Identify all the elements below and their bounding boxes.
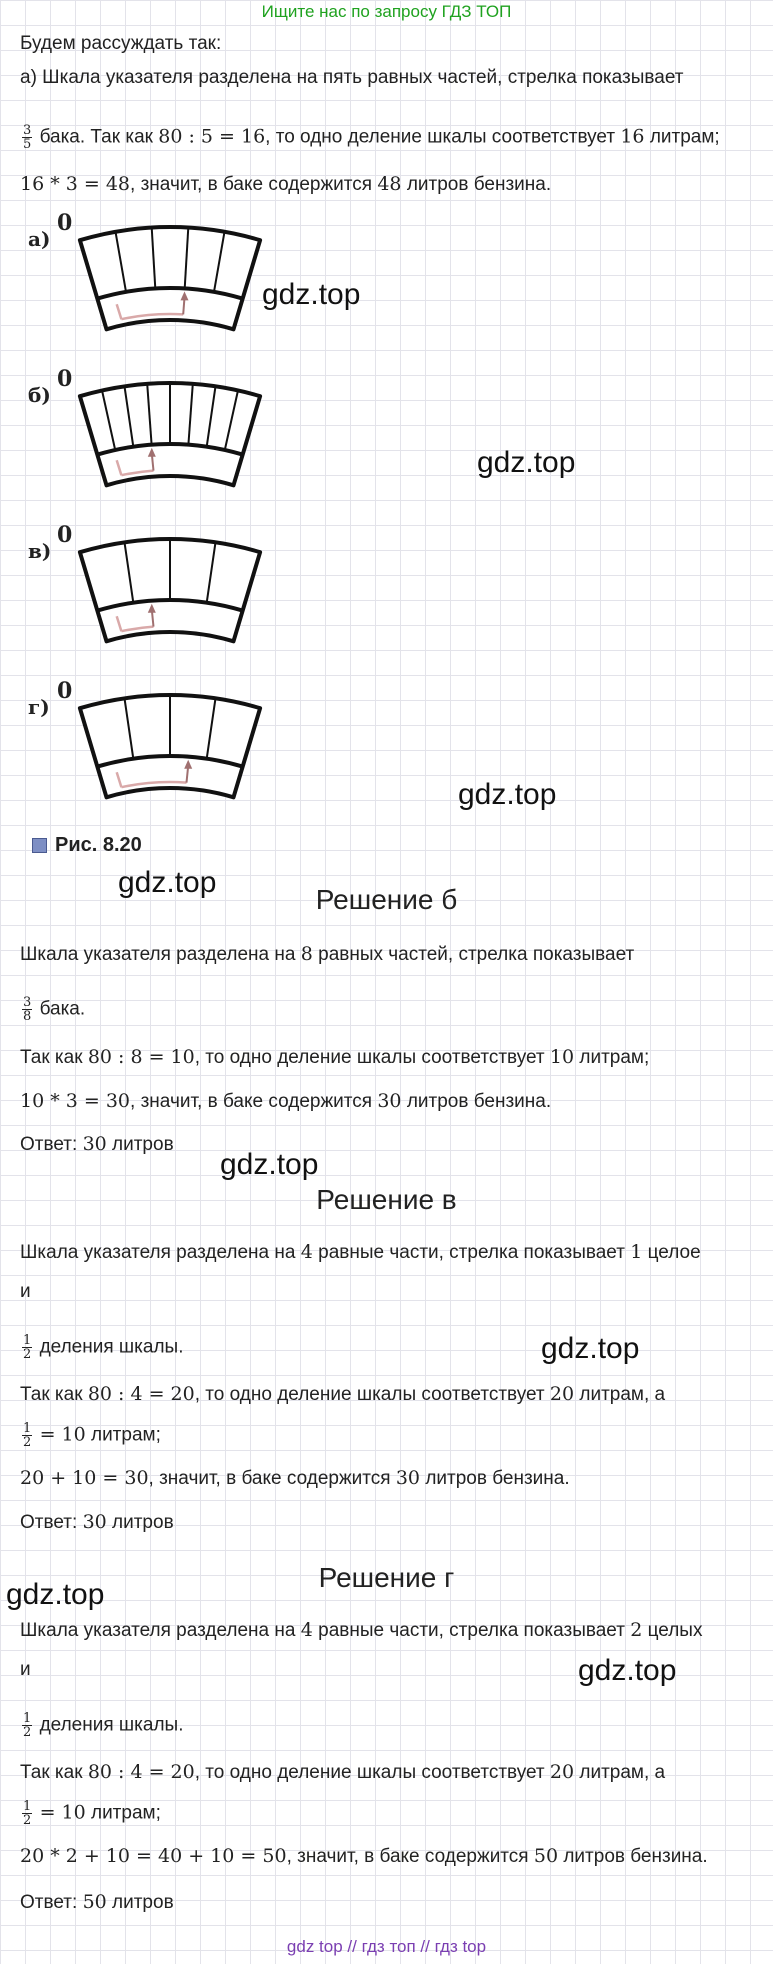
solution-b-heading: Решение б	[315, 884, 458, 915]
intro-line-1: Будем рассуждать так:	[20, 33, 222, 54]
fraction: $\frac{3}{8}$	[23, 995, 32, 1024]
solution-v-line-2: и	[20, 1281, 31, 1302]
gauge-zero-b: 0	[57, 366, 73, 392]
fraction: $\frac{1}{2}$	[23, 1333, 32, 1362]
solution-v-line-3: $\frac{1}{2}$ деления шкалы.	[23, 1333, 184, 1362]
watermark: gdz.top	[458, 778, 557, 811]
fraction: $\frac{3}{5}$	[23, 123, 32, 152]
top-banner[interactable]: Ищите нас по запросу ГДЗ ТОП	[261, 2, 512, 21]
solution-g-line-6: 20 * 2 + 10 = 40 + 10 = 50, значит, в баке содержится 50 литров бензина.	[20, 1845, 708, 1867]
solution-g-answer: Ответ: 50 литров	[20, 1891, 174, 1913]
solution-b-answer: Ответ: 30 литров	[20, 1133, 174, 1155]
solution-b-line-4: 10 * 3 = 30, значит, в баке содержится 30 литров бензина.	[20, 1090, 552, 1112]
solution-b-line-2: $\frac{3}{8}$ бака.	[23, 995, 86, 1024]
solution-v-line-4: Так как 80 : 4 = 20, то одно деление шкалы соответствует 20 литрам, а	[20, 1383, 666, 1405]
solution-v-line-5: $\frac{1}{2}$ = 10 литрам;	[23, 1421, 161, 1450]
bottom-banner[interactable]: gdz top // гдз топ // гдз top	[286, 1937, 487, 1956]
figure-caption: Рис. 8.20	[32, 834, 142, 857]
fuel-gauge-b	[65, 368, 275, 498]
solution-v-line-1: Шкала указателя разделена на 4 равные части, стрелка показывает 1 целое	[20, 1241, 701, 1263]
gauge-label-g: г)	[28, 695, 50, 719]
gauge-label-a: а)	[28, 227, 51, 251]
watermark: gdz.top	[220, 1148, 319, 1181]
gauge-label-b: б)	[28, 383, 51, 407]
watermark: gdz.top	[578, 1654, 677, 1687]
fraction: $\frac{1}{2}$	[23, 1421, 32, 1450]
solution-v-heading: Решение в	[316, 1184, 457, 1215]
solution-g-line-5: $\frac{1}{2}$ = 10 литрам;	[23, 1799, 161, 1828]
fraction: $\frac{1}{2}$	[23, 1711, 32, 1740]
solution-g-line-3: $\frac{1}{2}$ деления шкалы.	[23, 1711, 184, 1740]
solution-g-line-1: Шкала указателя разделена на 4 равные части, стрелка показывает 2 целых	[20, 1619, 703, 1641]
solution-v-line-6: 20 + 10 = 30, значит, в баке содержится 30 литров бензина.	[20, 1467, 570, 1489]
fuel-gauge-v	[65, 524, 275, 654]
watermark: gdz.top	[262, 278, 361, 311]
intro-line-2: а) Шкала указателя разделена на пять равных частей, стрелка показывает	[20, 67, 684, 88]
gauge-zero-a: 0	[57, 210, 73, 236]
solution-g-line-4: Так как 80 : 4 = 20, то одно деление шкалы соответствует 20 литрам, а	[20, 1761, 666, 1783]
watermark: gdz.top	[6, 1578, 105, 1611]
gauge-zero-g: 0	[57, 678, 73, 704]
solution-b-line-3: Так как 80 : 8 = 10, то одно деление шкалы соответствует 10 литрам;	[20, 1046, 650, 1068]
gauge-label-v: в)	[28, 539, 52, 563]
intro-line-3: $\frac{3}{5}$ бака. Так как 80 : 5 = 16, то одно деление шкалы соответствует 16 литрам;	[23, 123, 720, 152]
fuel-gauge-g	[65, 680, 275, 810]
fraction: $\frac{1}{2}$	[23, 1799, 32, 1828]
solution-g-heading: Решение г	[318, 1562, 455, 1593]
solution-g-line-2: и	[20, 1659, 31, 1680]
fuel-gauge-a	[65, 212, 275, 342]
caption-marker-icon	[32, 838, 47, 853]
solution-v-answer: Ответ: 30 литров	[20, 1511, 174, 1533]
gauge-zero-v: 0	[57, 522, 73, 548]
watermark: gdz.top	[118, 866, 217, 899]
intro-line-4: 16 * 3 = 48, значит, в баке содержится 48 литров бензина.	[20, 173, 552, 195]
watermark: gdz.top	[477, 446, 576, 479]
watermark: gdz.top	[541, 1332, 640, 1365]
solution-b-line-1: Шкала указателя разделена на 8 равных частей, стрелка показывает	[20, 943, 635, 965]
